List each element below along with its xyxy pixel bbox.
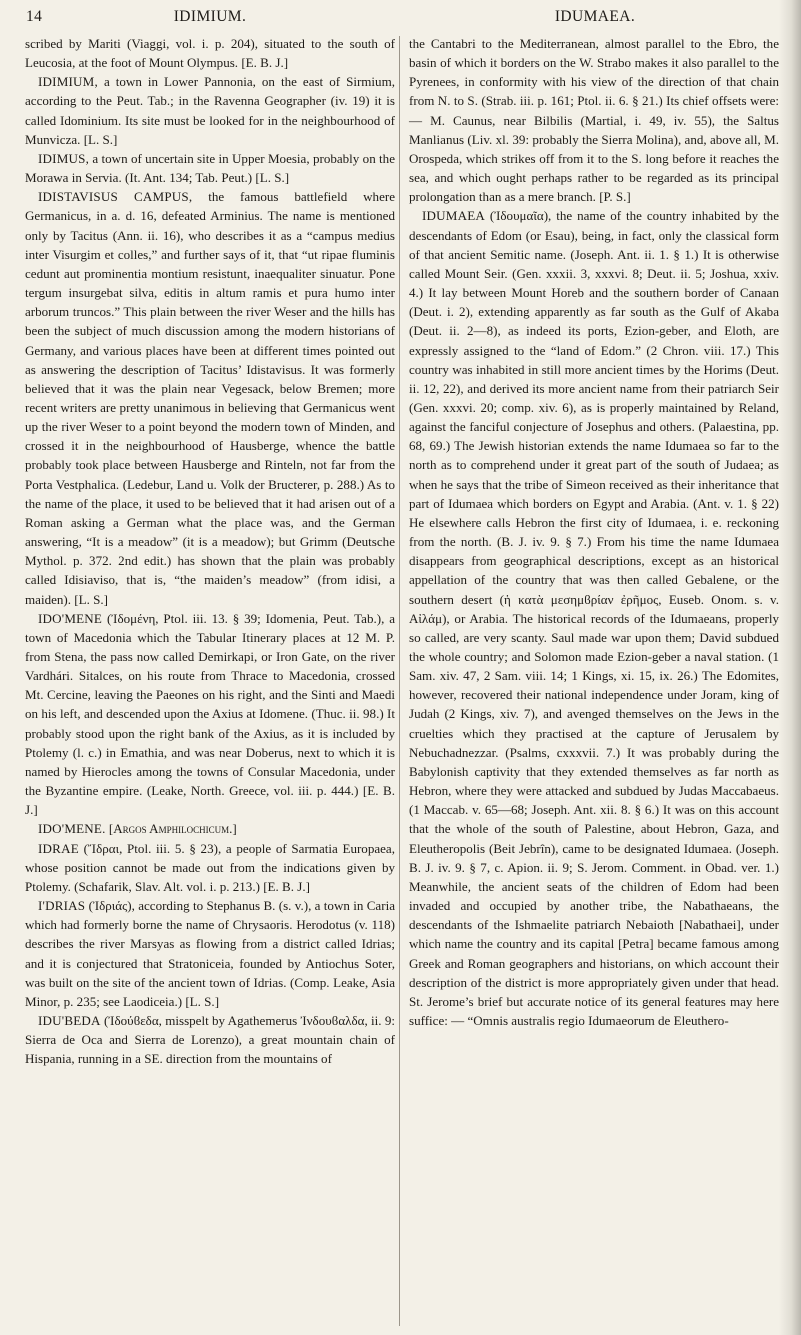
entry-headword: IDIMUS, <box>38 150 90 166</box>
entry-text: (Ἰδούϐεδα, misspelt by Agathemerus Ἰνδουϐαλδα, ii. 9: Sierra de Oca and Sierra de Lorenzo), a great mountain chain of Hispania, running in a SE. direction from the mountains of <box>25 1012 395 1067</box>
entry-continuation <box>25 34 395 72</box>
entry-continuation <box>409 34 779 206</box>
entry-headword: IDRAE <box>38 840 79 856</box>
entry-text: (Ἰδουμαῖα), the name of the country inhabited by the descendants of Edom (or Esau), being, in fact, only the classical form of that ancient Semitic name. (Joseph. Ant. ii. 1. § 1.) It is otherwise called Mount Seir. (Gen. xxxii. 3, xxxvi. 8; Deut. ii. 5; Joshua, xxiv. 4.) It lay between Mount Horeb and the southern border of Canaan (Deut. i. 2), extending apparently as far south as the Gulf of Akaba (Deut. ii. 2—8), as indeed its ports, Ezion-geber, and Eloth, are expressly assigned to the “land of Edom.” (2 Chron. viii. 17.) This country was inhabited in still more ancient times by the Horims (Deut. ii. 12, 22), and derived its more ancient name from their patriarch Seir (Gen. xxxvi. 20; comp. xiv. 6), as is properly maintained by Reland, against the fanciful conjecture of Josephus and others. (Palaestina, pp. 68, 69.) The Jewish historian extends the name Idumaea so far to the north as to comprehend under it great part of the south of Judaea; as when he says that the tribe of Simeon received as their inheritance that part of Idumaea which borders on Egypt and Arabia. (Ant. v. 1. § 22) He elsewhere calls Hebron the first city of Idumaea, i. e. reckoning from the north. (B. J. iv. 9. § 7.) From his time the name Idumaea disappears from geographical descriptions, except as an historical appellation of the country that was then called Gebalene, or the southern desert (ἡ κατὰ μεσημϐρίαν ἐρῆμος, Euseb. Onom. s. v. Αἰλάμ), or Arabia. The historical records of the Idumaeans, properly so called, are very scanty. Saul made war upon them; David subdued the whole country; and Solomon made Ezion-geber a naval station. (1 Sam. xiv. 47, 2 Sam. viii. 14; 1 Kings, xi. 15, ix. 26.) The Edomites, however, recovered their national independence under Joram, king of Judah (2 Kings, xiv. 7), and avenged themselves on the Jews in the cruelties which they practised at the capture of Jerusalem by Nebuchadnezzar. (Psalms, cxxxvii. 7.) It was probably during the Babylonish captivity that they extended themselves as far north as Hebron, where they were attacked and subdued by Judas Maccabaeus. (1 Maccab. v. 65—68; Joseph. Ant. xii. 8. § 6.) It was on this account that the whole of the south of Palestine, about Hebron, Gaza, and Eleutheropolis (Beit Jebrîn), came to be designated Idumaea. (Joseph. B. J. iv. 9. § 7, c. Apion. ii. 9; S. Jerom. Comment. in Obad. ver. 1.) Meanwhile, the ancient seats of the children of Edom had been invaded and occupied by another tribe, the Nabathaeans, the descendants of the Ishmaelite patriarch Nebaioth [Nabathaei], under which name the country and its capital [Petra] became famous among Greek and Roman geographers and historians, on which account their description of the district is more appropriately given under that head. St. Jerome’s brief but accurate notice of its general features may here suffice: — “Omnis australis regio Idumaeorum de Eleuthero- <box>409 208 779 1028</box>
entry-text: a town of uncertain site in Upper Moesia, probably on the Morawa in Servia. (It. Ant. 134; Tab. Peut.) [L. S.] <box>25 150 395 186</box>
entry-idimium <box>25 72 395 149</box>
cross-reference: [Argos Amphilochicum.] <box>108 821 237 837</box>
entry-idimus <box>25 149 395 187</box>
entry-idistavisus <box>25 187 395 608</box>
right-column <box>409 34 779 1030</box>
entry-headword: IDISTAVISUS CAMPUS, <box>38 189 193 205</box>
entry-headword: IDO'MENE. <box>38 821 106 837</box>
entry-text: (Ἰδριάς), according to Stephanus B. (s. v.), a town in Caria which had formerly borne the name of Chrysaoris. Herodotus (v. 118) describes the river Marsyas as flowing from a district called Idrias; and it is conjectured that Stratoniceia, founded by Antiochus Soter, was built on the site of the ancient town of Idrias. (Comp. Leake, Asia Minor, p. 235; see Laodiceia.) [L. S.] <box>25 898 395 1009</box>
entry-text: the Cantabri to the Mediterranean, almost parallel to the Ebro, the basin of which it borders on the W. Strabo makes it also parallel to the Pyrenees, in conformity with his view of the direction of that chain from N. to S. (Strab. iii. p. 161; Ptol. ii. 6. § 21.) Its chief offsets were: — M. Caunus, near Bilbilis (Martial, i. 49, iv. 55), the Saltus Manlianus (Liv. xl. 39: probably the Sierra Molina), and, above all, M. Orospeda, which strikes off from it to the S. long before it reaches the sea, and which ought perhaps rather to be regarded as its principal prolongation than as a mere branch. [P. S.] <box>409 36 779 205</box>
entry-text: (Ἴδραι, Ptol. iii. 5. § 23), a people of Sarmatia Europaea, whose position cannot be made out from the indications given by Ptolemy. (Schafarik, Slav. Alt. vol. i. p. 213.) [E. B. J.] <box>25 840 395 894</box>
entry-idomene-1 <box>25 609 395 820</box>
entry-headword: IDU'BEDA <box>38 1012 101 1028</box>
running-head-right: IDUMAEA. <box>554 8 636 25</box>
entry-headword: IDIMIUM, <box>38 74 98 90</box>
entry-headword: IDUMAEA <box>422 208 486 224</box>
left-column <box>25 34 395 1068</box>
entry-idrae <box>25 839 395 896</box>
entry-headword: IDO'MENE <box>38 610 103 626</box>
entry-idomene-2 <box>25 819 395 838</box>
entry-text: (Ἰδομένη, Ptol. iii. 13. § 39; Idomenia, Peut. Tab.), a town of Macedonia which the Tabular Itinerary places at 12 M. P. from Stena, the pass now called Demirkapi, or Iron Gate, on the river Vardhári. Sitalces, on his route from Thrace to Macedonia, crossed Mt. Cercine, leaving the Paeones on his right, and the Sinti and Maedi on his left, and descended upon the Axius at Idomene. (Thuc. ii. 98.) It probably stood upon the right bank of the Axius, as it is included by Ptolemy (l. c.) in Emathia, and was near Doberus, next to which it is named by Hierocles among the towns of Consular Macedonia, under the Byzantine empire. (Leake, North. Greece, vol. iii. p. 444.) [E. B. J.] <box>25 610 395 818</box>
page-header <box>0 6 801 30</box>
entry-headword: I'DRIAS <box>38 898 86 914</box>
column-divider <box>399 36 400 1326</box>
entry-text: a town in Lower Pannonia, on the east of Sirmium, according to the Peut. Tab.; in the Ravenna Geographer (iv. 19) it is called Idominium. Its site must be looked for in the neighbourhood of Munvicza. [L. S.] <box>25 74 395 147</box>
page-number: 14 <box>26 8 43 25</box>
page-edge-shadow <box>779 0 801 1335</box>
entry-text: the famous battlefield where Germanicus, in a. d. 16, defeated Arminius. The name is mentioned only by Tacitus (Ann. ii. 16), who describes it as a “campus medius inter Visurgim et colles,” and further says of it, that “ut ripae fluminis cedunt aut prominentia montium resistunt, inaequaliter sinuatur. Pone tergum insurgebat silva, editis in altum ramis et pura humo inter arborum truncos.” This plain between the river Weser and the hills has been the subject of much discussion among the modern historians of Germany, and various places have been at different times pointed out as answering the description of Tacitus’ Idistavisus. It was formerly believed that it was the plain near Vegesack, below Bremen; more recent writers are pretty unanimous in believing that Germanicus went up the river Weser to a point beyond the modern town of Minden, and crossed it in the neighbourhood of Hausberge, whence the battle probably took place between Hausberge and Rinteln, not far from the Porta Vestphalica. (Ledebur, Land u. Volk der Bructerer, p. 288.) As to the name of the place, it used to be believed that it had arisen out of a Roman asking a German what the place was, and the German answering, “It is a meadow” (it is a meadow); but Grimm (Deutsche Mythol. p. 372. 2nd edit.) has shown that the plain was probably called Idisiaviso, that is, “the maiden’s meadow” (from idisi, a maiden). [L. S.] <box>25 189 395 607</box>
entry-idrias <box>25 896 395 1011</box>
running-head-left: IDIMIUM. <box>173 8 247 25</box>
entry-text: scribed by Mariti (Viaggi, vol. i. p. 204), situated to the south of Leucosia, at the foot of Mount Olympus. [E. B. J.] <box>25 36 395 71</box>
entry-idumaea <box>409 206 779 1030</box>
entry-idubeda <box>25 1011 395 1068</box>
